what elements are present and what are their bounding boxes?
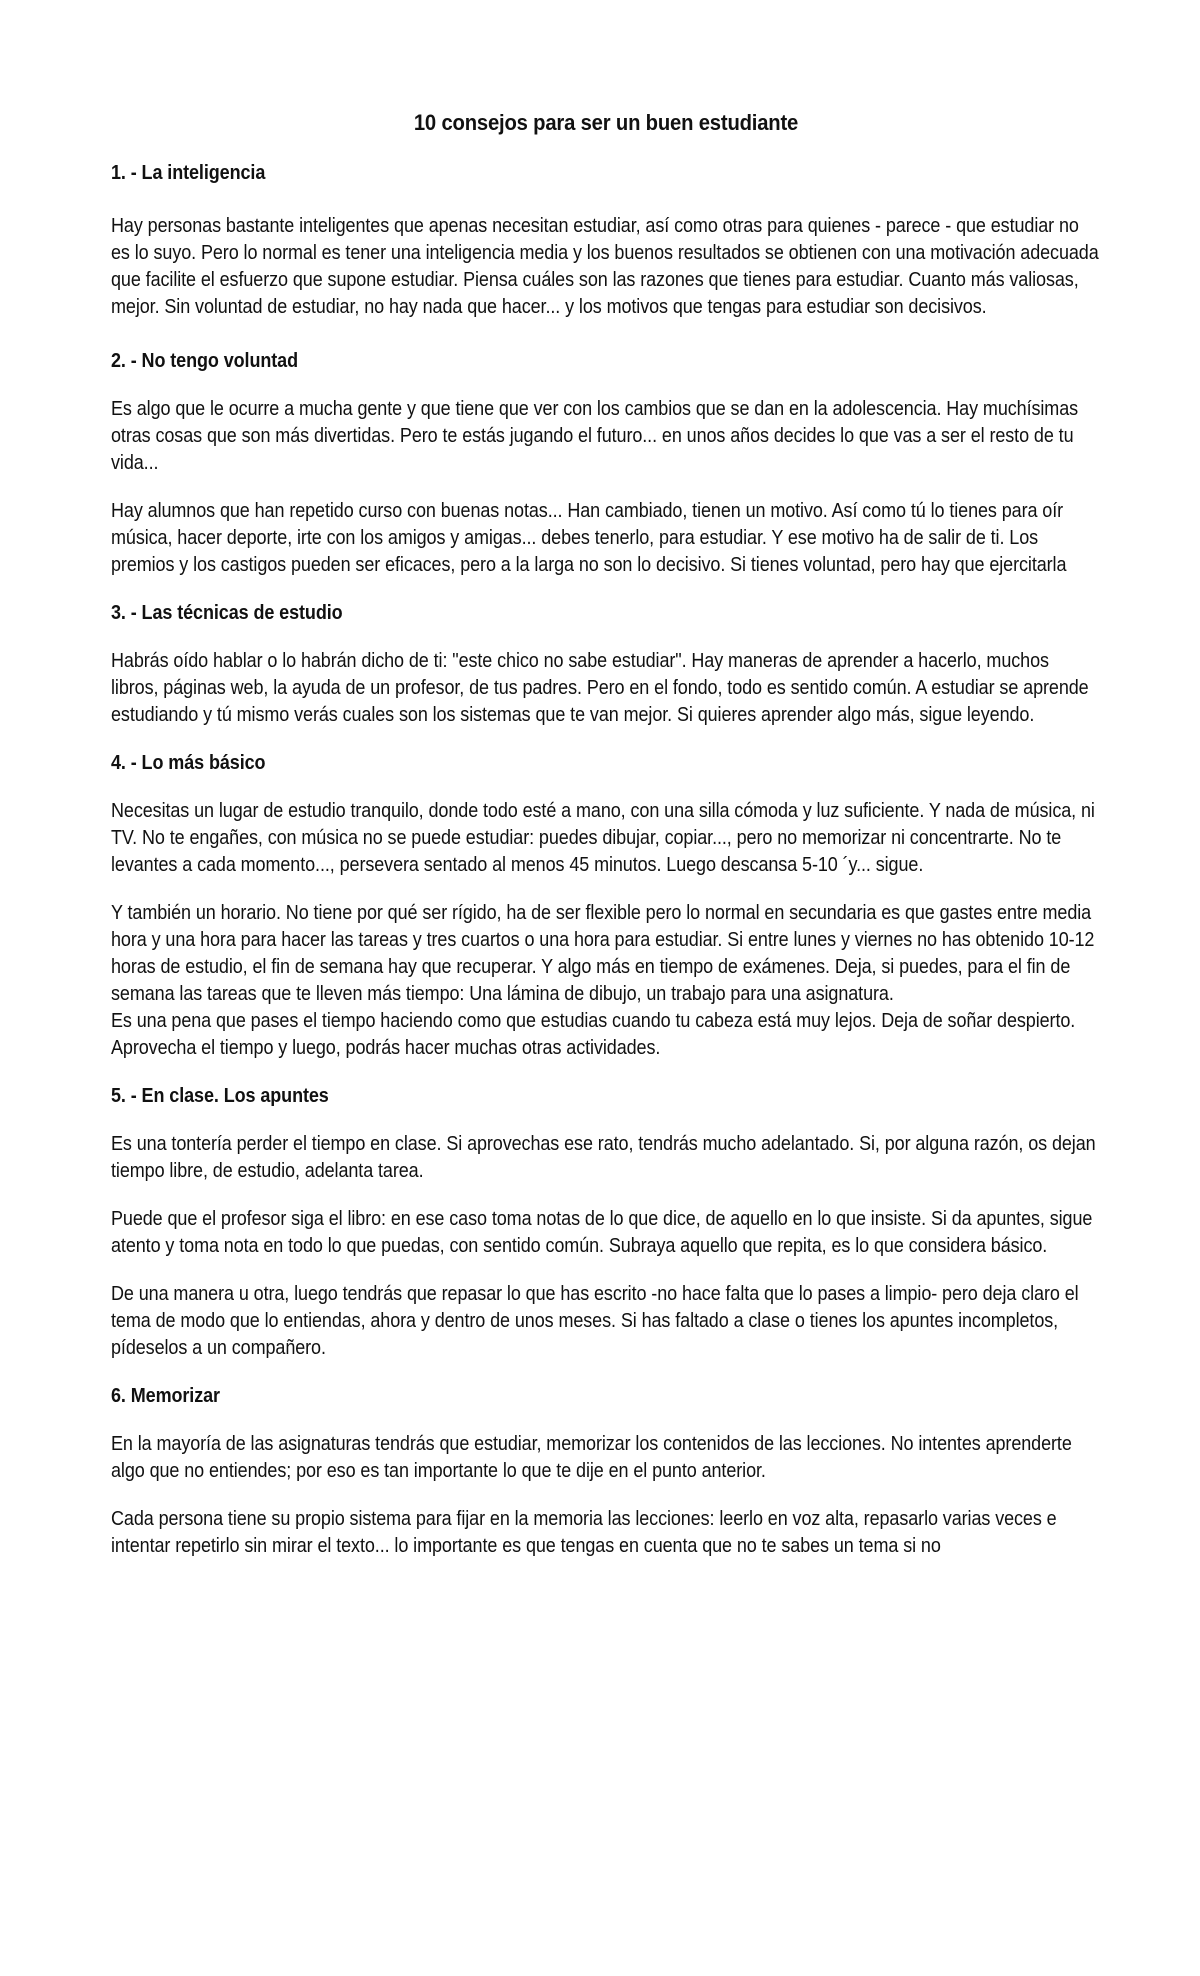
section-1-paragraph-1: Hay personas bastante inteligentes que apenas necesitan estudiar, así como otras para quienes - parece - que estudiar no es lo suyo. Pero lo normal es tener una inteligencia media y los buenos resultados se obtienen con una motivación adecuada que facilite el esfuerzo que supone estudiar. Piensa cuáles son las razones que tienes para estudiar. Cuanto más valiosas, mejor. Sin voluntad de estudiar, no hay nada que hacer... y los motivos que tengas para estudiar son decisivos.: [111, 215, 1099, 318]
section-4-paragraph-3: Es una pena que pases el tiempo haciendo como que estudias cuando tu cabeza está muy lejos. Deja de soñar despierto. Aprovecha el tiempo y luego, podrás hacer muchas otras actividades.: [111, 1010, 1076, 1059]
section-heading-3: 3. - Las técnicas de estudio: [111, 602, 343, 624]
section-5-paragraph-2: Puede que el profesor siga el libro: en ese caso toma notas de lo que dice, de aquello en lo que insiste. Si da apuntes, sigue atento y toma nota en todo lo que puedas, con sentido común. Subraya aquello que repita, es lo que considera básico.: [111, 1208, 1093, 1257]
section-5-paragraph-1: Es una tontería perder el tiempo en clase. Si aprovechas ese rato, tendrás mucho adelantado. Si, por alguna razón, os dejan tiempo libre, de estudio, adelanta tarea.: [111, 1133, 1096, 1182]
document-title: 10 consejos para ser un buen estudiante: [413, 110, 799, 135]
section-heading-4: 4. - Lo más básico: [111, 752, 266, 774]
section-3-paragraph-1: Habrás oído hablar o lo habrán dicho de ti: "este chico no sabe estudiar". Hay maneras de aprender a hacerlo, muchos libros, páginas web, la ayuda de un profesor, de tus padres. Pero en el fondo, todo es sentido común. A estudiar se aprende estudiando y tú mismo verás cuales son los sistemas que te van mejor. Si quieres aprender algo más, sigue leyendo.: [111, 650, 1089, 726]
section-heading-1: 1. - La inteligencia: [111, 162, 266, 184]
section-4-paragraph-2: Y también un horario. No tiene por qué ser rígido, ha de ser flexible pero lo normal en secundaria es que gastes entre media hora y una hora para hacer las tareas y tres cuartos o una hora para estudiar. Si entre lunes y viernes no has obtenido 10-12 horas de estudio, el fin de semana hay que recuperar. Y algo más en tiempo de exámenes. Deja, si puedes, para el fin de semana las tareas que te lleven más tiempo: Una lámina de dibujo, un trabajo para una asignatura.: [111, 902, 1095, 1005]
document-page: [111, 108, 1101, 1581]
section-heading-6: 6. Memorizar: [111, 1385, 220, 1407]
section-6-paragraph-1: En la mayoría de las asignaturas tendrás que estudiar, memorizar los contenidos de las lecciones. No intentes aprenderte algo que no entiendes; por eso es tan importante lo que te dije en el punto anterior.: [111, 1433, 1072, 1482]
section-6-paragraph-2: Cada persona tiene su propio sistema para fijar en la memoria las lecciones: leerlo en voz alta, repasarlo varias veces e intentar repetirlo sin mirar el texto... lo importante es que tengas en cuenta que no te sabes un tema si no: [111, 1508, 1057, 1557]
section-4-paragraph-1: Necesitas un lugar de estudio tranquilo, donde todo esté a mano, con una silla cómoda y luz suficiente. Y nada de música, ni TV. No te engañes, con música no se puede estudiar: puedes dibujar, copiar..., pero no memorizar ni concentrarte. No te levantes a cada momento..., persevera sentado al menos 45 minutos. Luego descansa 5-10 ´y... sigue.: [111, 800, 1095, 876]
section-2-paragraph-2: Hay alumnos que han repetido curso con buenas notas... Han cambiado, tienen un motivo. Así como tú lo tienes para oír música, hacer deporte, irte con los amigos y amigas... debes tenerlo, para estudiar. Y ese motivo ha de salir de ti. Los premios y los castigos pueden ser eficaces, pero a la larga no son lo decisivo. Si tienes voluntad, pero hay que ejercitarla: [111, 500, 1067, 576]
section-heading-2: 2. - No tengo voluntad: [111, 350, 299, 372]
section-2-paragraph-1: Es algo que le ocurre a mucha gente y que tiene que ver con los cambios que se dan en la adolescencia. Hay muchísimas otras cosas que son más divertidas. Pero te estás jugando el futuro... en unos años decides lo que vas a ser el resto de tu vida...: [111, 398, 1079, 474]
section-heading-5: 5. - En clase. Los apuntes: [111, 1085, 329, 1107]
section-5-paragraph-3: De una manera u otra, luego tendrás que repasar lo que has escrito -no hace falta que lo pases a limpio- pero deja claro el tema de modo que lo entiendas, ahora y dentro de unos meses. Si has faltado a clase o tienes los apuntes incompletos, pídeselos a un compañero.: [111, 1283, 1079, 1359]
